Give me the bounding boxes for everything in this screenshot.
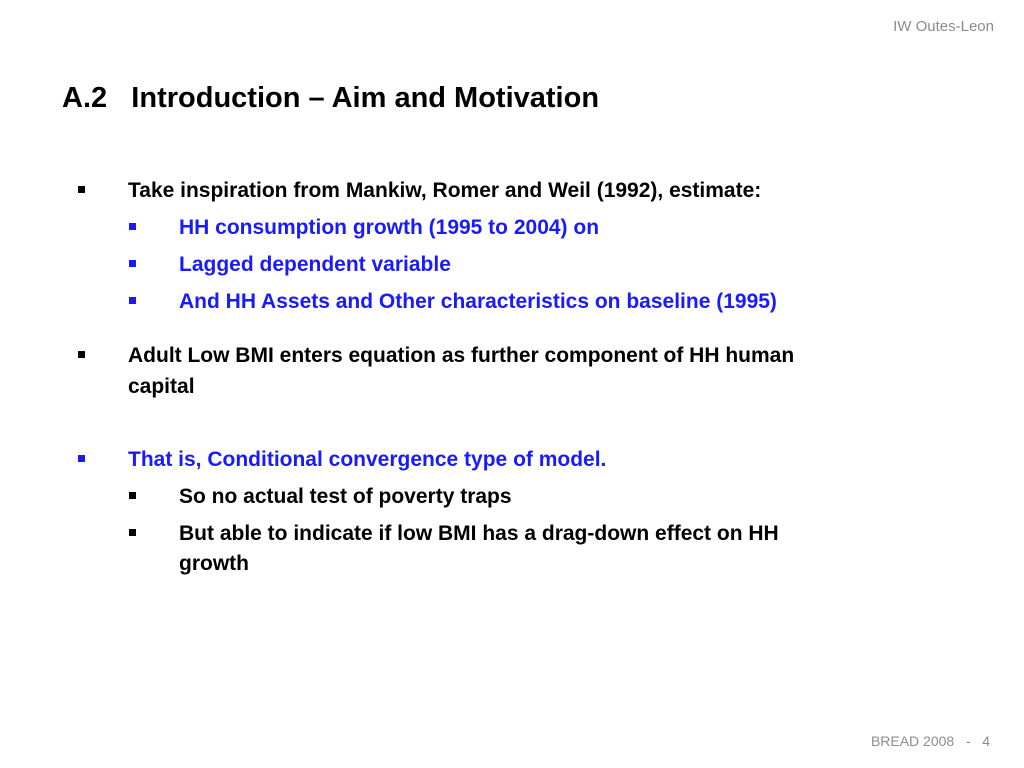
sub-bullet-marker (129, 529, 136, 536)
sub-bullet-marker (129, 297, 136, 304)
bullet-3-text: That is, Conditional convergence type of model. (128, 448, 607, 471)
bullet-3-sub-2-line-2: growth (179, 552, 249, 575)
bullet-1-sub-3: And HH Assets and Other characteristics on baseline (1995) (179, 290, 777, 313)
bullet-marker (78, 351, 85, 358)
bullet-3-sub-2-line-1: But able to indicate if low BMI has a drag-down effect on HH (179, 522, 779, 545)
bullet-marker (78, 186, 85, 193)
author-label: IW Outes-Leon (893, 18, 994, 35)
bullet-2-text-line-1: Adult Low BMI enters equation as further component of HH human (128, 344, 795, 367)
bullet-3-sub-1: So no actual test of poverty traps (179, 485, 512, 508)
sub-bullet-marker (129, 492, 136, 499)
bullet-2-text-line-2: capital (128, 375, 195, 398)
bullet-1-sub-1: HH consumption growth (1995 to 2004) on (179, 216, 600, 239)
bullet-1-sub-2: Lagged dependent variable (179, 253, 451, 276)
bullet-marker (78, 455, 85, 462)
sub-bullet-marker (129, 260, 136, 267)
sub-bullet-marker (129, 223, 136, 230)
bullet-1-text: Take inspiration from Mankiw, Romer and Weil (1992), estimate: (128, 179, 762, 202)
footer-page-label: BREAD 2008 - 4 (870, 733, 990, 749)
slide-title: A.2 Introduction – Aim and Motivation (62, 82, 600, 114)
